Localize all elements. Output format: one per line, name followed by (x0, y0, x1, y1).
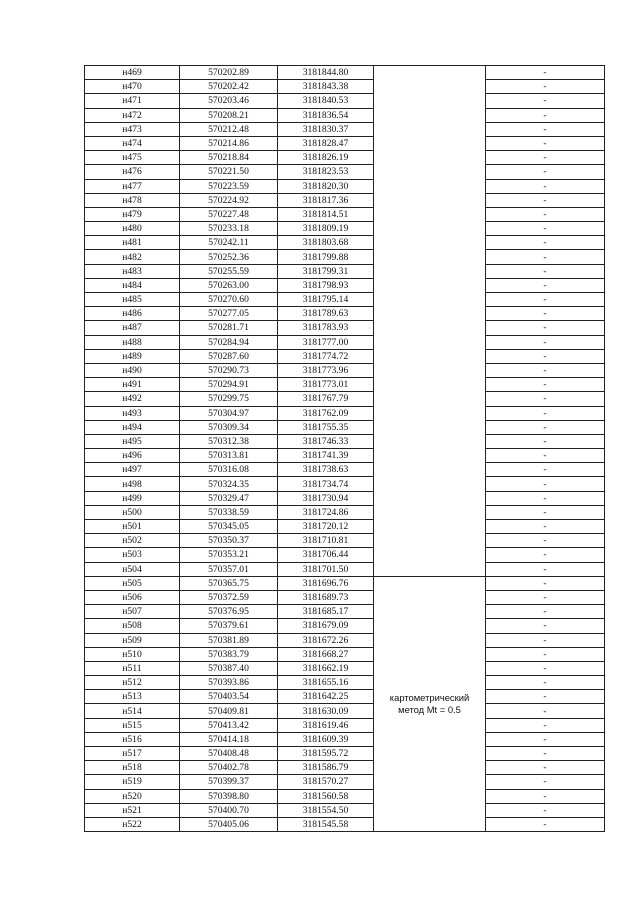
x-coordinate-cell: 570309.34 (180, 420, 278, 434)
y-coordinate-cell: 3181734.74 (278, 477, 374, 491)
y-coordinate-cell: 3181586.79 (278, 761, 374, 775)
table-row (85, 704, 605, 718)
point-name-cell: н472 (85, 108, 180, 122)
dash-cell: - (486, 434, 605, 448)
table-row (85, 80, 605, 94)
table-row (85, 747, 605, 761)
point-name-cell: н517 (85, 747, 180, 761)
table-row (85, 165, 605, 179)
y-coordinate-cell: 3181798.93 (278, 278, 374, 292)
method-accuracy: метод Mt = 0.5 (398, 703, 461, 715)
dash-cell: - (486, 775, 605, 789)
point-name-cell: н518 (85, 761, 180, 775)
x-coordinate-cell: 570383.79 (180, 647, 278, 661)
point-name-cell: н495 (85, 434, 180, 448)
point-name-cell: н473 (85, 122, 180, 136)
table-row (85, 392, 605, 406)
point-name-cell: н519 (85, 775, 180, 789)
table-row (85, 647, 605, 661)
y-coordinate-cell: 3181662.19 (278, 661, 374, 675)
x-coordinate-cell: 570379.61 (180, 619, 278, 633)
dash-cell: - (486, 491, 605, 505)
y-coordinate-cell: 3181679.09 (278, 619, 374, 633)
dash-cell: - (486, 236, 605, 250)
y-coordinate-cell: 3181655.16 (278, 676, 374, 690)
point-name-cell: н479 (85, 207, 180, 221)
x-coordinate-cell: 570381.89 (180, 633, 278, 647)
x-coordinate-cell: 570403.54 (180, 690, 278, 704)
method-name: картометрический (389, 691, 470, 703)
y-coordinate-cell: 3181803.68 (278, 236, 374, 250)
point-name-cell: н487 (85, 321, 180, 335)
point-name-cell: н507 (85, 605, 180, 619)
table-row (85, 108, 605, 122)
x-coordinate-cell: 570400.70 (180, 803, 278, 817)
point-name-cell: н500 (85, 505, 180, 519)
x-coordinate-cell: 570398.80 (180, 789, 278, 803)
point-name-cell: н482 (85, 250, 180, 264)
point-name-cell: н498 (85, 477, 180, 491)
table-row (85, 321, 605, 335)
point-name-cell: н513 (85, 690, 180, 704)
y-coordinate-cell: 3181762.09 (278, 406, 374, 420)
table-row (85, 278, 605, 292)
x-coordinate-cell: 570242.11 (180, 236, 278, 250)
y-coordinate-cell: 3181826.19 (278, 151, 374, 165)
table-row (85, 690, 605, 704)
table-row (85, 378, 605, 392)
table-row (85, 548, 605, 562)
x-coordinate-cell: 570252.36 (180, 250, 278, 264)
point-name-cell: н503 (85, 548, 180, 562)
point-name-cell: н475 (85, 151, 180, 165)
table-row (85, 505, 605, 519)
point-name-cell: н477 (85, 179, 180, 193)
table-row (85, 94, 605, 108)
point-name-cell: н471 (85, 94, 180, 108)
y-coordinate-cell: 3181545.58 (278, 817, 374, 831)
point-name-cell: н469 (85, 66, 180, 80)
y-coordinate-cell: 3181817.36 (278, 193, 374, 207)
coordinates-table (84, 65, 605, 832)
point-name-cell: н501 (85, 520, 180, 534)
table-row (85, 633, 605, 647)
point-name-cell: н492 (85, 392, 180, 406)
x-coordinate-cell: 570405.06 (180, 817, 278, 831)
table-row (85, 789, 605, 803)
point-name-cell: н476 (85, 165, 180, 179)
x-coordinate-cell: 570329.47 (180, 491, 278, 505)
point-name-cell: н502 (85, 534, 180, 548)
dash-cell: - (486, 534, 605, 548)
x-coordinate-cell: 570221.50 (180, 165, 278, 179)
x-coordinate-cell: 570287.60 (180, 349, 278, 363)
dash-cell: - (486, 732, 605, 746)
table-row (85, 676, 605, 690)
x-coordinate-cell: 570312.38 (180, 434, 278, 448)
dash-cell: - (486, 122, 605, 136)
point-name-cell: н486 (85, 307, 180, 321)
dash-cell: - (486, 80, 605, 94)
dash-cell: - (486, 264, 605, 278)
point-name-cell: н474 (85, 136, 180, 150)
dash-cell: - (486, 136, 605, 150)
table-row (85, 491, 605, 505)
y-coordinate-cell: 3181823.53 (278, 165, 374, 179)
y-coordinate-cell: 3181799.31 (278, 264, 374, 278)
dash-cell: - (486, 165, 605, 179)
point-name-cell: н480 (85, 222, 180, 236)
y-coordinate-cell: 3181777.00 (278, 335, 374, 349)
point-name-cell: н497 (85, 463, 180, 477)
table-row (85, 761, 605, 775)
point-name-cell: н478 (85, 193, 180, 207)
dash-cell: - (486, 562, 605, 576)
dash-cell: - (486, 505, 605, 519)
table-row (85, 136, 605, 150)
point-name-cell: н511 (85, 661, 180, 675)
y-coordinate-cell: 3181560.58 (278, 789, 374, 803)
x-coordinate-cell: 570270.60 (180, 293, 278, 307)
table-row (85, 406, 605, 420)
dash-cell: - (486, 449, 605, 463)
x-coordinate-cell: 570376.95 (180, 605, 278, 619)
x-coordinate-cell: 570255.59 (180, 264, 278, 278)
x-coordinate-cell: 570202.42 (180, 80, 278, 94)
x-coordinate-cell: 570350.37 (180, 534, 278, 548)
table-row (85, 520, 605, 534)
dash-cell: - (486, 803, 605, 817)
y-coordinate-cell: 3181685.17 (278, 605, 374, 619)
y-coordinate-cell: 3181730.94 (278, 491, 374, 505)
table-row (85, 122, 605, 136)
table-row (85, 449, 605, 463)
table-row (85, 817, 605, 831)
x-coordinate-cell: 570299.75 (180, 392, 278, 406)
table-row (85, 434, 605, 448)
x-coordinate-cell: 570338.59 (180, 505, 278, 519)
dash-cell: - (486, 392, 605, 406)
table-row (85, 293, 605, 307)
table-row (85, 576, 605, 590)
point-name-cell: н509 (85, 633, 180, 647)
x-coordinate-cell: 570357.01 (180, 562, 278, 576)
y-coordinate-cell: 3181619.46 (278, 718, 374, 732)
table-row (85, 718, 605, 732)
dash-cell: - (486, 661, 605, 675)
x-coordinate-cell: 570353.21 (180, 548, 278, 562)
dash-cell: - (486, 151, 605, 165)
point-name-cell: н470 (85, 80, 180, 94)
x-coordinate-cell: 570212.48 (180, 122, 278, 136)
table-row (85, 803, 605, 817)
y-coordinate-cell: 3181755.35 (278, 420, 374, 434)
point-name-cell: н515 (85, 718, 180, 732)
table-row (85, 236, 605, 250)
x-coordinate-cell: 570284.94 (180, 335, 278, 349)
y-coordinate-cell: 3181767.79 (278, 392, 374, 406)
dash-cell: - (486, 420, 605, 434)
dash-cell: - (486, 590, 605, 604)
table-row (85, 363, 605, 377)
table-row (85, 193, 605, 207)
dash-cell: - (486, 108, 605, 122)
y-coordinate-cell: 3181836.54 (278, 108, 374, 122)
dash-cell: - (486, 363, 605, 377)
dash-cell: - (486, 293, 605, 307)
y-coordinate-cell: 3181724.86 (278, 505, 374, 519)
x-coordinate-cell: 570203.46 (180, 94, 278, 108)
point-name-cell: н499 (85, 491, 180, 505)
point-name-cell: н481 (85, 236, 180, 250)
y-coordinate-cell: 3181844.80 (278, 66, 374, 80)
y-coordinate-cell: 3181642.25 (278, 690, 374, 704)
y-coordinate-cell: 3181570.27 (278, 775, 374, 789)
point-name-cell: н522 (85, 817, 180, 831)
dash-cell: - (486, 576, 605, 590)
dash-cell: - (486, 761, 605, 775)
dash-cell: - (486, 307, 605, 321)
point-name-cell: н496 (85, 449, 180, 463)
method-cell (374, 576, 486, 831)
y-coordinate-cell: 3181738.63 (278, 463, 374, 477)
x-coordinate-cell: 570294.91 (180, 378, 278, 392)
dash-cell: - (486, 193, 605, 207)
dash-cell: - (486, 463, 605, 477)
dash-cell: - (486, 250, 605, 264)
y-coordinate-cell: 3181701.50 (278, 562, 374, 576)
x-coordinate-cell: 570399.37 (180, 775, 278, 789)
y-coordinate-cell: 3181809.19 (278, 222, 374, 236)
x-coordinate-cell: 570214.86 (180, 136, 278, 150)
dash-cell: - (486, 690, 605, 704)
y-coordinate-cell: 3181774.72 (278, 349, 374, 363)
y-coordinate-cell: 3181609.39 (278, 732, 374, 746)
point-name-cell: н491 (85, 378, 180, 392)
dash-cell: - (486, 349, 605, 363)
dash-cell: - (486, 789, 605, 803)
dash-cell: - (486, 520, 605, 534)
point-name-cell: н512 (85, 676, 180, 690)
dash-cell: - (486, 321, 605, 335)
table-row (85, 619, 605, 633)
dash-cell: - (486, 66, 605, 80)
x-coordinate-cell: 570227.48 (180, 207, 278, 221)
y-coordinate-cell: 3181720.12 (278, 520, 374, 534)
y-coordinate-cell: 3181773.01 (278, 378, 374, 392)
dash-cell: - (486, 605, 605, 619)
table-row (85, 477, 605, 491)
dash-cell: - (486, 633, 605, 647)
point-name-cell: н483 (85, 264, 180, 278)
dash-cell: - (486, 406, 605, 420)
y-coordinate-cell: 3181843.38 (278, 80, 374, 94)
y-coordinate-cell: 3181668.27 (278, 647, 374, 661)
y-coordinate-cell: 3181710.81 (278, 534, 374, 548)
dash-cell: - (486, 548, 605, 562)
x-coordinate-cell: 570316.08 (180, 463, 278, 477)
x-coordinate-cell: 570281.71 (180, 321, 278, 335)
dash-cell: - (486, 179, 605, 193)
y-coordinate-cell: 3181820.30 (278, 179, 374, 193)
y-coordinate-cell: 3181814.51 (278, 207, 374, 221)
dash-cell: - (486, 378, 605, 392)
x-coordinate-cell: 570387.40 (180, 661, 278, 675)
dash-cell: - (486, 94, 605, 108)
point-name-cell: н520 (85, 789, 180, 803)
y-coordinate-cell: 3181741.39 (278, 449, 374, 463)
dash-cell: - (486, 718, 605, 732)
x-coordinate-cell: 570313.81 (180, 449, 278, 463)
x-coordinate-cell: 570324.35 (180, 477, 278, 491)
x-coordinate-cell: 570413.42 (180, 718, 278, 732)
y-coordinate-cell: 3181554.50 (278, 803, 374, 817)
table-row (85, 207, 605, 221)
table-row (85, 307, 605, 321)
y-coordinate-cell: 3181706.44 (278, 548, 374, 562)
x-coordinate-cell: 570345.05 (180, 520, 278, 534)
y-coordinate-cell: 3181828.47 (278, 136, 374, 150)
table-row (85, 66, 605, 80)
table-row (85, 335, 605, 349)
y-coordinate-cell: 3181840.53 (278, 94, 374, 108)
point-name-cell: н490 (85, 363, 180, 377)
x-coordinate-cell: 570393.86 (180, 676, 278, 690)
table-row (85, 151, 605, 165)
table-row (85, 534, 605, 548)
point-name-cell: н514 (85, 704, 180, 718)
dash-cell: - (486, 207, 605, 221)
table-row (85, 661, 605, 675)
point-name-cell: н506 (85, 590, 180, 604)
x-coordinate-cell: 570218.84 (180, 151, 278, 165)
y-coordinate-cell: 3181773.96 (278, 363, 374, 377)
x-coordinate-cell: 570233.18 (180, 222, 278, 236)
y-coordinate-cell: 3181795.14 (278, 293, 374, 307)
dash-cell: - (486, 704, 605, 718)
point-name-cell: н521 (85, 803, 180, 817)
y-coordinate-cell: 3181630.09 (278, 704, 374, 718)
point-name-cell: н494 (85, 420, 180, 434)
point-name-cell: н516 (85, 732, 180, 746)
y-coordinate-cell: 3181696.76 (278, 576, 374, 590)
dash-cell: - (486, 222, 605, 236)
x-coordinate-cell: 570402.78 (180, 761, 278, 775)
table-row (85, 222, 605, 236)
x-coordinate-cell: 570263.00 (180, 278, 278, 292)
x-coordinate-cell: 570409.81 (180, 704, 278, 718)
y-coordinate-cell: 3181783.93 (278, 321, 374, 335)
table-row (85, 420, 605, 434)
point-name-cell: н493 (85, 406, 180, 420)
point-name-cell: н485 (85, 293, 180, 307)
y-coordinate-cell: 3181830.37 (278, 122, 374, 136)
y-coordinate-cell: 3181799.88 (278, 250, 374, 264)
point-name-cell: н484 (85, 278, 180, 292)
table-row (85, 590, 605, 604)
coordinates-table-body (85, 66, 605, 832)
y-coordinate-cell: 3181672.26 (278, 633, 374, 647)
dash-cell: - (486, 676, 605, 690)
dash-cell: - (486, 647, 605, 661)
dash-cell: - (486, 477, 605, 491)
x-coordinate-cell: 570414.18 (180, 732, 278, 746)
table-row (85, 264, 605, 278)
x-coordinate-cell: 570202.89 (180, 66, 278, 80)
x-coordinate-cell: 570408.48 (180, 747, 278, 761)
table-row (85, 179, 605, 193)
dash-cell: - (486, 619, 605, 633)
x-coordinate-cell: 570277.05 (180, 307, 278, 321)
x-coordinate-cell: 570290.73 (180, 363, 278, 377)
table-row (85, 775, 605, 789)
table-row (85, 250, 605, 264)
dash-cell: - (486, 747, 605, 761)
x-coordinate-cell: 570223.59 (180, 179, 278, 193)
point-name-cell: н510 (85, 647, 180, 661)
point-name-cell: н508 (85, 619, 180, 633)
dash-cell: - (486, 817, 605, 831)
method-cell-empty (374, 66, 486, 577)
table-row (85, 349, 605, 363)
y-coordinate-cell: 3181595.72 (278, 747, 374, 761)
point-name-cell: н488 (85, 335, 180, 349)
dash-cell: - (486, 278, 605, 292)
dash-cell: - (486, 335, 605, 349)
x-coordinate-cell: 570304.97 (180, 406, 278, 420)
table-row (85, 463, 605, 477)
y-coordinate-cell: 3181746.33 (278, 434, 374, 448)
table-row (85, 562, 605, 576)
x-coordinate-cell: 570365.75 (180, 576, 278, 590)
x-coordinate-cell: 570372.59 (180, 590, 278, 604)
table-row (85, 605, 605, 619)
x-coordinate-cell: 570208.21 (180, 108, 278, 122)
table-row (85, 732, 605, 746)
y-coordinate-cell: 3181689.73 (278, 590, 374, 604)
x-coordinate-cell: 570224.92 (180, 193, 278, 207)
point-name-cell: н504 (85, 562, 180, 576)
point-name-cell: н505 (85, 576, 180, 590)
point-name-cell: н489 (85, 349, 180, 363)
y-coordinate-cell: 3181789.63 (278, 307, 374, 321)
